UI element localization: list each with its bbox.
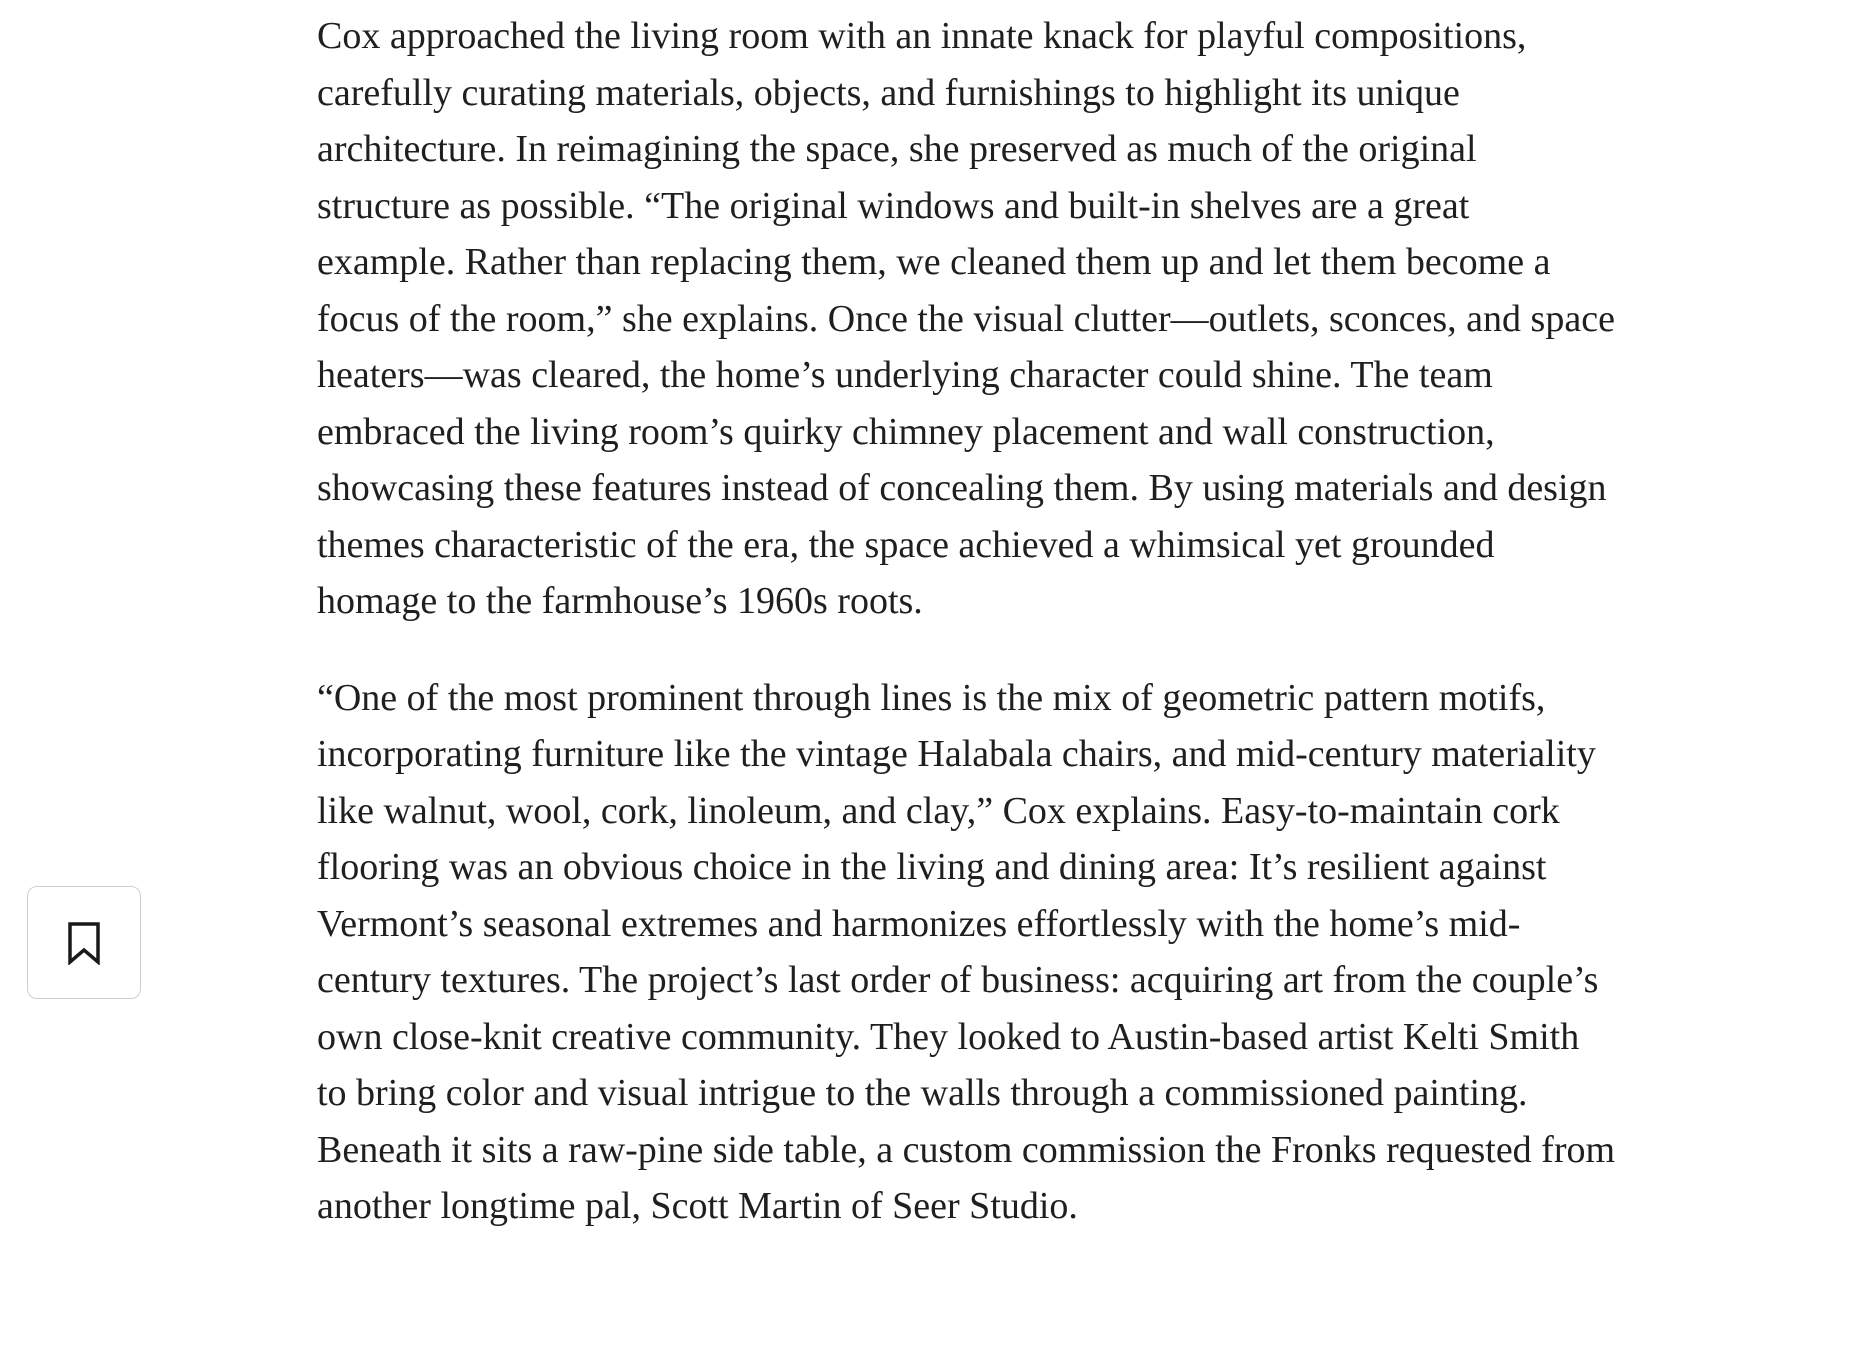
bookmark-button[interactable] bbox=[27, 886, 141, 999]
bookmark-icon bbox=[66, 921, 102, 965]
article-paragraph: Cox approached the living room with an innate knack for playful compositions, carefully curating materials, objects, and furnishings to highlight its unique architecture. In reimagining the space, she preserved as much of the original structure as possible. “The original windows and built-in shelves are a great example. Rather than replacing them, we cleaned them up and let them become a focus of the room,” she explains. Once the visual clutter—outlets, sconces, and space heaters—was cleared, the home’s underlying character could shine. The team embraced the living room’s quirky chimney placement and wall construction, showcasing these features instead of concealing them. By using materials and design themes characteristic of the era, the space achieved a whimsical yet grounded homage to the farmhouse’s 1960s roots. bbox=[317, 15, 1615, 622]
article-body bbox=[317, 8, 1617, 1275]
article-paragraph: “One of the most prominent through lines is the mix of geometric pattern motifs, incorporating furniture like the vintage Halabala chairs, and mid-century materiality like walnut, wool, cork, linoleum, and clay,” Cox explains. Easy-to-maintain cork flooring was an obvious choice in the living and dining area: It’s resilient against Vermont’s seasonal extremes and harmonizes effortlessly with the home’s mid-century textures. The project’s last order of business: acquiring art from the couple’s own close-knit creative community. They looked to Austin-based artist Kelti Smith to bring color and visual intrigue to the walls through a commissioned painting. Beneath it sits a raw-pine side table, a custom commission the Fronks requested from another longtime pal, Scott Martin of Seer Studio. bbox=[317, 676, 1616, 1227]
